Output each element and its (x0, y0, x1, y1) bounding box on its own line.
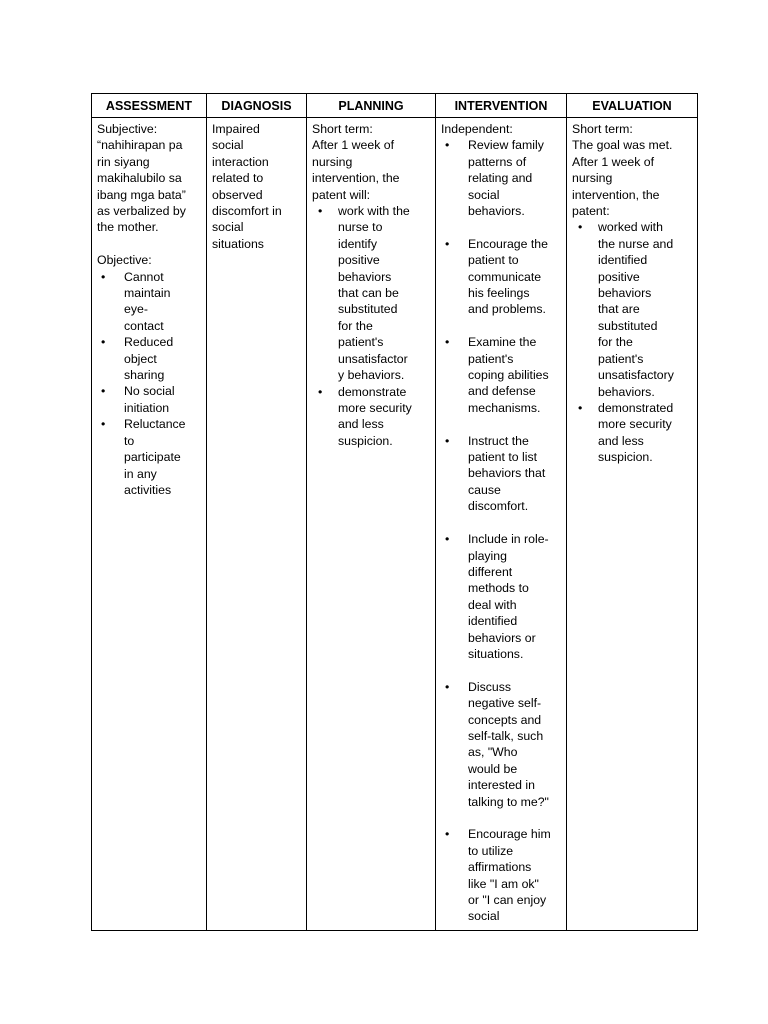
intervention-cell (436, 118, 567, 931)
evaluation-intro: Short term: The goal was met. After 1 week of nursing intervention, the patent: (572, 122, 673, 219)
list-item: • demonstrate more security and less suspicion. (312, 384, 431, 450)
evaluation-cell (567, 118, 698, 931)
list-item: • Cannot maintain eye- contact (97, 269, 202, 335)
planning-cell (307, 118, 436, 931)
header-evaluation: EVALUATION (567, 94, 698, 118)
nursing-care-plan-table (91, 93, 698, 931)
list-item: • Encourage the patient to communicate his feelings and problems. (441, 236, 562, 318)
diagnosis-cell (207, 118, 307, 931)
list-item: • Examine the patient's coping abilities and defense mechanisms. (441, 334, 562, 416)
intervention-label: Independent: (441, 122, 513, 136)
list-item: • Reduced object sharing (97, 334, 202, 383)
planning-intro: Short term: After 1 week of nursing intervention, the patent will: (312, 122, 400, 202)
header-intervention: INTERVENTION (436, 94, 567, 118)
list-item: • Instruct the patient to list behaviors that cause discomfort. (441, 433, 562, 515)
list-item: • work with the nurse to identify positive behaviors that can be substituted for the patient's unsatisfactor y behaviors. (312, 203, 431, 383)
header-diagnosis: DIAGNOSIS (207, 94, 307, 118)
header-assessment: ASSESSMENT (92, 94, 207, 118)
planning-list (312, 203, 431, 449)
objective-list (97, 269, 202, 499)
list-item: • No social initiation (97, 383, 202, 416)
list-item: • Discuss negative self- concepts and self-talk, such as, "Who would be interested in talking to me?" (441, 679, 562, 810)
list-item: • Review family patterns of relating and social behaviors. (441, 137, 562, 219)
evaluation-list (572, 219, 693, 465)
list-item: • Reluctance to participate in any activities (97, 416, 202, 498)
list-item: • Include in role- playing different methods to deal with identified behaviors or situations. (441, 531, 562, 662)
subjective-text: Subjective: “nahihirapan pa rin siyang makihalubilo sa ibang mga bata” as verbalized by the mother. (97, 122, 186, 235)
intervention-list (441, 137, 562, 924)
header-planning: PLANNING (307, 94, 436, 118)
list-item: • Encourage him to utilize affirmations like "I am ok" or "I can enjoy social (441, 826, 562, 924)
assessment-cell (92, 118, 207, 931)
content-row (92, 118, 698, 931)
list-item: • demonstrated more security and less suspicion. (572, 400, 693, 466)
list-item: • worked with the nurse and identified positive behaviors that are substituted for the patient's unsatisfactory behaviors. (572, 219, 693, 399)
header-row (92, 94, 698, 118)
objective-label: Objective: (97, 253, 152, 268)
diagnosis-text: Impaired social interaction related to observed discomfort in social situations (212, 122, 282, 251)
